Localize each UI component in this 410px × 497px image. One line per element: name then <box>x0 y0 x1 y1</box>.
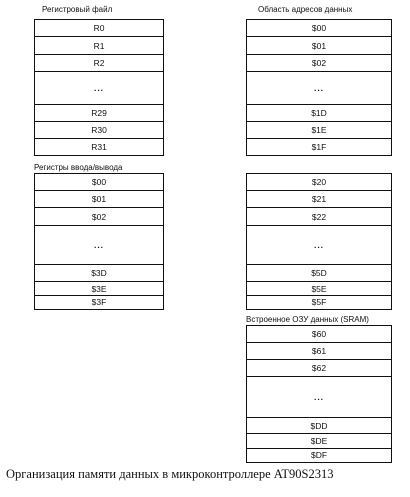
register-ellipsis: ... <box>35 72 163 105</box>
sram-cell: $DF <box>310 450 328 460</box>
io-registers-column <box>34 173 164 310</box>
address-cell: $01 <box>247 37 391 55</box>
register-file-column <box>34 19 164 156</box>
sram-title: Встроенное ОЗУ данных (SRAM) <box>246 315 369 324</box>
address-cell: $1D <box>247 105 391 122</box>
register-cell: R1 <box>35 37 163 55</box>
io-register-cell: $02 <box>35 208 163 226</box>
sram-cell: $DD <box>247 418 391 434</box>
address-cell: $00 <box>247 20 391 37</box>
io-register-cell: $3E <box>35 282 163 296</box>
figure-caption: Организация памяти данных в микроконтроллере AT90S2313 <box>6 467 334 481</box>
address-cell: $5F <box>311 297 327 307</box>
register-cell: R2 <box>35 55 163 72</box>
sram-cell: $DE <box>247 434 391 449</box>
address-cell: $21 <box>247 191 391 208</box>
register-cell: R30 <box>35 122 163 139</box>
io-registers-title: Регистры ввода/вывода <box>34 163 123 172</box>
address-cell: $1F <box>311 141 327 152</box>
register-cell: R0 <box>35 20 163 37</box>
sram-block <box>246 325 392 463</box>
address-cell: $5D <box>247 265 391 282</box>
address-cell: $02 <box>247 55 391 72</box>
data-address-block-2 <box>246 173 392 310</box>
address-ellipsis: ... <box>247 226 391 265</box>
io-register-cell: $01 <box>35 191 163 208</box>
io-register-cell: $00 <box>35 174 163 191</box>
address-ellipsis: ... <box>247 72 391 105</box>
address-cell: $5E <box>247 282 391 296</box>
io-register-ellipsis: ... <box>35 226 163 265</box>
sram-ellipsis: ... <box>247 377 391 418</box>
sram-cell: $61 <box>247 343 391 360</box>
register-cell: R29 <box>35 105 163 122</box>
io-register-cell: $3D <box>35 265 163 282</box>
io-register-cell: $3F <box>91 297 107 307</box>
sram-cell: $62 <box>247 360 391 377</box>
register-file-title: Регистровый файл <box>42 5 113 14</box>
data-address-space-title: Область адресов данных <box>258 5 353 14</box>
register-cell: R31 <box>91 141 107 152</box>
address-cell: $20 <box>247 174 391 191</box>
address-cell: $22 <box>247 208 391 226</box>
address-cell: $1E <box>247 122 391 139</box>
data-address-block-1 <box>246 19 392 156</box>
sram-cell: $60 <box>247 326 391 343</box>
